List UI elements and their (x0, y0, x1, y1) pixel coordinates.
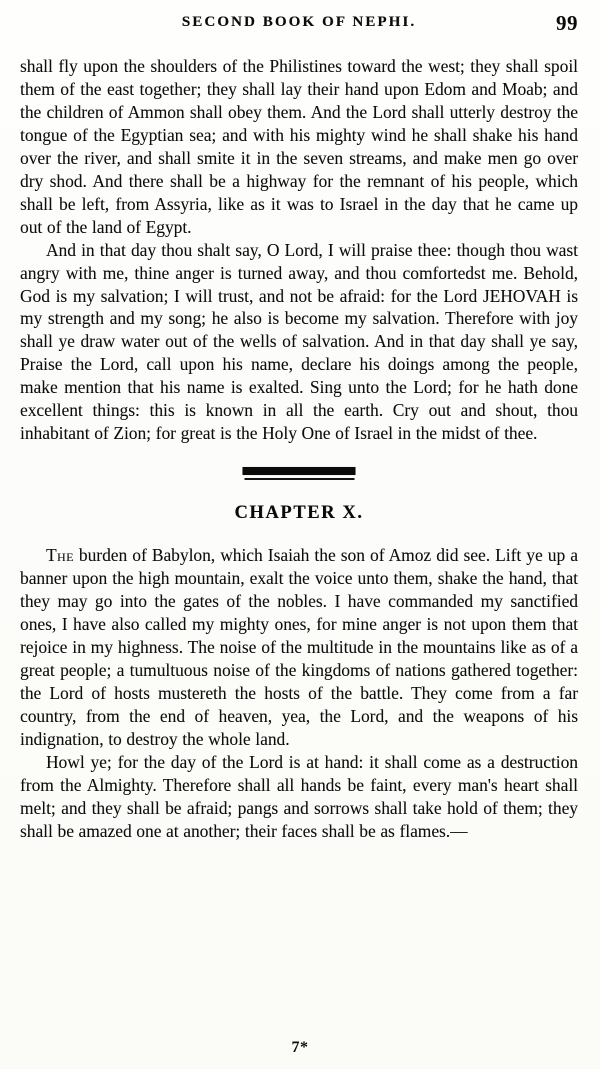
chapter-opening-smallcaps: The (46, 545, 74, 566)
thick-rule-ornament-icon (243, 467, 356, 480)
chapter-opening-text: burden of Babylon, which Isaiah the son of Amoz did see. Lift ye up a banner upon the high mountain, exalt the voice unto them, shake the hand, that they may go into the gates of the nobles. I have commanded my sanctified ones, I have also called my mighty ones, for mine anger is not upon them that rejoice in my highness. The noise of the multitude in the mountains like as of a great people; a tumultuous noise of the kingdoms of nations gathered together: the Lord of hosts mustereth the hosts of the battle. They come from a far country, from the end of heaven, yea, the Lord, and the weapons of his indignation, to destroy the whole land. (20, 545, 578, 749)
chapter-paragraph-howl: Howl ye; for the day of the Lord is at hand: it shall come as a destruction from the Almighty. Therefore shall all hands be faint, every man's heart shall melt; and they shall be afraid; pangs and sorrows shall take hold of them; they shall be amazed one at another; their faces shall be as flames.— (20, 751, 578, 841)
running-head (20, 11, 578, 40)
ornament-thick-bar (243, 467, 356, 475)
paragraph-continuation: shall fly upon the shoulders of the Philistines toward the west; they shall spoil them of the east together; they shall lay their hand upon Edom and Moab; and the children of Ammon shall obey them. And the Lord shall utterly destroy the tongue of the Egyptian sea; and with his mighty wind he shall shake his hand over the river, and shall smite it in the seven streams, and make men go over dry shod. And there shall be a highway for the remnant of his people, which shall be left, from Assyria, like as it was to Israel in the day that he came up out of the land of Egypt. (20, 56, 578, 237)
ornament-thin-bar (245, 478, 355, 480)
signature-mark: 7* (291, 1039, 309, 1056)
chapter-heading: CHAPTER X. (234, 503, 364, 524)
running-head-title: SECOND BOOK OF NEPHI. (181, 14, 417, 30)
section-divider (20, 445, 578, 503)
page-number: 99 (556, 11, 578, 35)
paragraph-praise: And in that day thou shalt say, O Lord, I will praise thee: though thou wast angry with me, thine anger is turned away, and thou comfortedst me. Behold, God is my salvation; I will trust, and not be afraid: for the Lord JEHOVAH is my strength and my song; he also is become my salvation. Therefore with joy shall ye draw water out of the wells of salvation. And in that day shall ye say, Praise the Lord, call upon his name, declare his doings among the people, make mention that his name is exalted. Sing unto the Lord; for he hath done excellent things: this is known in all the earth. Cry out and shout, thou inhabitant of Zion; for great is the Holy One of Israel in the midst of thee. (20, 239, 578, 444)
chapter-opening-paragraph (20, 544, 578, 751)
text-column (20, 55, 578, 843)
